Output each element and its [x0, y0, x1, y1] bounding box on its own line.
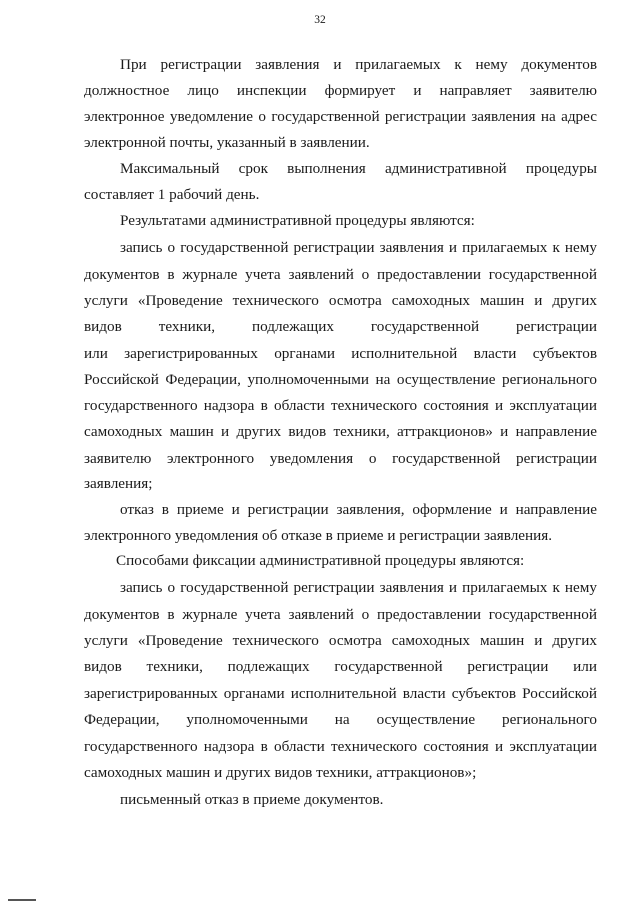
text-line: письменный отказ в приеме документов.	[120, 791, 384, 808]
text-line: документов в журнале учета заявлений о предоставлении государственной	[84, 606, 597, 623]
text-line: услуги «Проведение технического осмотра самоходных машин и других	[84, 632, 597, 649]
text-line: самоходных машин и других видов техники, аттракционов»;	[84, 764, 477, 781]
page-number: 32	[314, 14, 326, 26]
scan-edge-mark	[8, 899, 36, 901]
text-line: Способами фиксации административной процедуры являются:	[116, 552, 525, 569]
text-line: или зарегистрированных органами исполнительной власти субъектов	[84, 345, 597, 362]
text-line: должностное лицо инспекции формирует и направляет заявителю	[84, 82, 597, 99]
text-line: запись о государственной регистрации заявления и прилагаемых к нему	[120, 579, 597, 596]
text-line: зарегистрированных органами исполнительной власти субъектов Российской	[84, 685, 597, 702]
text-line: услуги «Проведение технического осмотра самоходных машин и других	[84, 292, 597, 309]
text-line: заявления;	[84, 475, 153, 492]
text-line: государственного надзора в области технического состояния и эксплуатации	[84, 397, 597, 414]
text-line: самоходных машин и других видов техники, аттракционов» и направление	[84, 423, 597, 440]
text-line: электронного уведомления об отказе в приеме и регистрации заявления.	[84, 527, 553, 544]
text-line: При регистрации заявления и прилагаемых к нему документов	[120, 56, 597, 73]
text-line: Российской Федерации, уполномоченными на осуществление регионального	[84, 371, 597, 388]
text-line: государственного надзора в области технического состояния и эксплуатации	[84, 738, 597, 755]
text-line: Максимальный срок выполнения административной процедуры	[120, 160, 597, 177]
text-line: электронное уведомление о государственной регистрации заявления на адрес	[84, 108, 597, 125]
text-line: заявителю электронного уведомления о государственной регистрации	[84, 450, 597, 467]
text-line: видов техники, подлежащих государственной регистрации	[84, 318, 597, 335]
text-line: видов техники, подлежащих государственной регистрации или	[84, 658, 597, 675]
text-line: документов в журнале учета заявлений о предоставлении государственной	[84, 266, 597, 283]
text-line: Результатами административной процедуры являются:	[120, 212, 475, 229]
text-line: запись о государственной регистрации заявления и прилагаемых к нему	[120, 239, 597, 256]
text-line: электронной почты, указанный в заявлении.	[84, 134, 370, 151]
text-line: отказ в приеме и регистрации заявления, оформление и направление	[120, 501, 597, 518]
text-line: Федерации, уполномоченными на осуществление регионального	[84, 711, 597, 728]
text-line: составляет 1 рабочий день.	[84, 186, 260, 203]
